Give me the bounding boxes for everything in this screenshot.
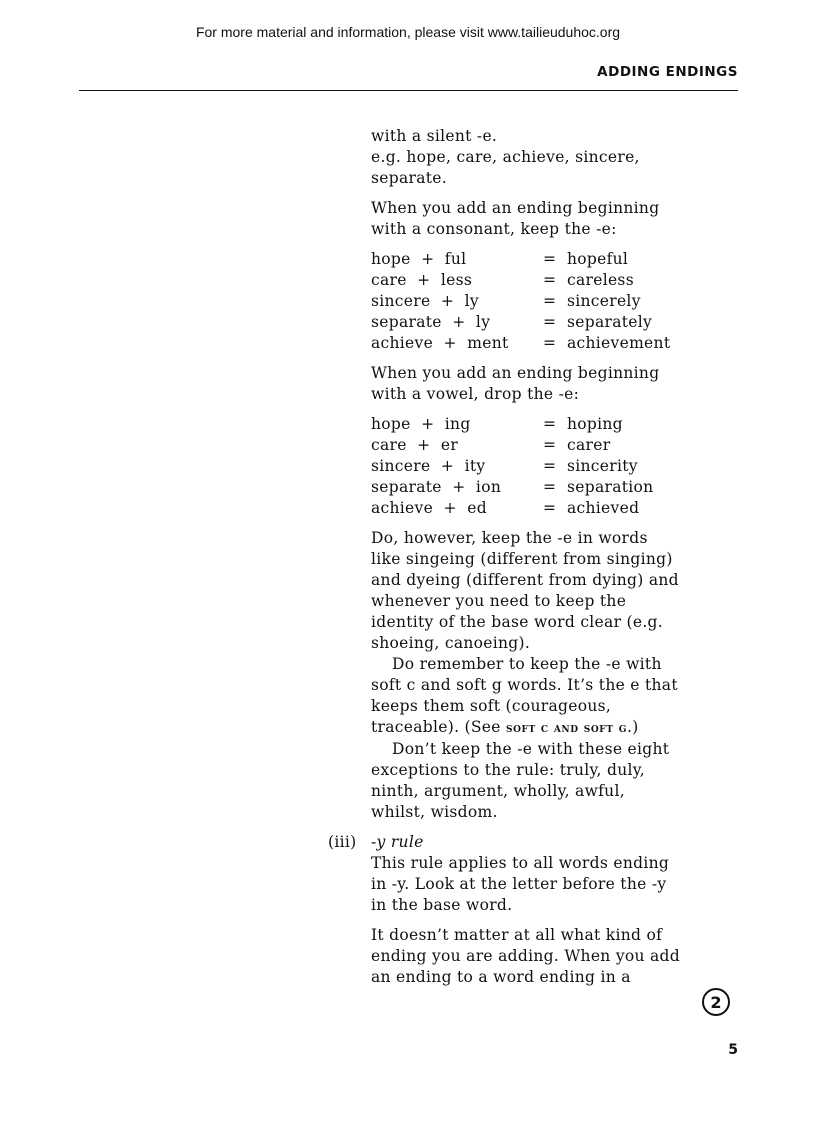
example-base: separate + ly (371, 313, 491, 331)
example-row (371, 414, 653, 435)
text-fragment: .) (627, 718, 639, 736)
text-line: soft c and soft g words. It’s the e that (371, 676, 678, 694)
header-rule (79, 90, 738, 91)
example-row (371, 333, 670, 354)
example-row (371, 498, 653, 519)
y-rule-heading (328, 832, 751, 853)
equals-sign: = (543, 415, 557, 433)
text-line: an ending to a word ending in a (371, 968, 631, 986)
subsection-title: -y rule (371, 833, 424, 851)
vowel-rule-paragraph (371, 363, 751, 405)
text-line: shoeing, canoeing). (371, 634, 531, 652)
example-base: care + er (371, 436, 459, 454)
intro-paragraph (371, 126, 751, 189)
text-line: and dyeing (different from dying) and (371, 571, 679, 589)
text-line: like singeing (different from singing) (371, 550, 673, 568)
cross-reference-and: and (548, 721, 584, 736)
running-head: ADDING ENDINGS (597, 64, 738, 80)
text-line: ending you are adding. When you add (371, 947, 680, 965)
example-row (371, 270, 670, 291)
example-base: care + less (371, 271, 473, 289)
text-line: It doesn’t matter at all what kind of (371, 926, 663, 944)
main-content (328, 126, 751, 988)
equals-sign: = (543, 313, 557, 331)
example-result: carer (567, 436, 611, 454)
text-line: Do, however, keep the -e in words (371, 529, 648, 547)
example-base: achieve + ed (371, 499, 487, 517)
equals-sign: = (543, 292, 557, 310)
consonant-rule-paragraph (371, 198, 751, 240)
exceptions-paragraph-1 (371, 528, 751, 654)
equals-sign: = (543, 271, 557, 289)
example-base: hope + ing (371, 415, 471, 433)
example-result: hopeful (567, 250, 629, 268)
watermark-text: For more material and information, please visit www.tailieuduhoc.org (195, 24, 621, 40)
example-result: sincerely (567, 292, 641, 310)
text-line: Don’t keep the -e with these eight (392, 740, 670, 758)
text-line: Do remember to keep the -e with (392, 655, 662, 673)
example-row (371, 477, 653, 498)
text-line: in -y. Look at the letter before the -y (371, 875, 667, 893)
text-line: whilst, wisdom. (371, 803, 498, 821)
text-line: in the base word. (371, 896, 513, 914)
text-line: When you add an ending beginning (371, 364, 660, 382)
text-line: separate. (371, 169, 447, 187)
equals-sign: = (543, 250, 557, 268)
text-line: exceptions to the rule: truly, duly, (371, 761, 645, 779)
consonant-examples-table (371, 249, 670, 354)
subsection-label: (iii) (328, 833, 357, 851)
equals-sign: = (543, 334, 557, 352)
example-result: separately (567, 313, 653, 331)
text-line: identity of the base word clear (e.g. (371, 613, 663, 631)
example-row (371, 456, 653, 477)
cross-reference-soft-c: soft c (505, 721, 549, 736)
page-number: 5 (728, 1042, 738, 1058)
example-base: achieve + ment (371, 334, 509, 352)
y-rule-paragraph-1 (371, 853, 751, 916)
exceptions-paragraph-2 (371, 654, 751, 739)
example-result: hoping (567, 415, 623, 433)
example-base: sincere + ity (371, 457, 486, 475)
text-line (371, 717, 751, 739)
text-line: ninth, argument, wholly, awful, (371, 782, 625, 800)
equals-sign: = (543, 436, 557, 454)
example-row (371, 435, 653, 456)
example-result: sincerity (567, 457, 638, 475)
example-base: separate + ion (371, 478, 502, 496)
example-result: achieved (567, 499, 640, 517)
text-line: e.g. hope, care, achieve, sincere, (371, 148, 640, 166)
text-line: with a consonant, keep the -e: (371, 220, 617, 238)
example-row (371, 312, 670, 333)
text-line: whenever you need to keep the (371, 592, 627, 610)
text-line: with a vowel, drop the -e: (371, 385, 580, 403)
circled-number-marker: 2 (702, 988, 730, 1016)
example-row (371, 291, 670, 312)
example-row (371, 249, 670, 270)
text-line: keeps them soft (courageous, (371, 697, 612, 715)
example-base: hope + ful (371, 250, 467, 268)
text-line: with a silent -e. (371, 127, 498, 145)
text-line: This rule applies to all words ending (371, 854, 670, 872)
y-rule-paragraph-2 (371, 925, 751, 988)
cross-reference-soft-g: soft g (583, 721, 628, 736)
equals-sign: = (543, 478, 557, 496)
exceptions-paragraph-3 (371, 739, 751, 823)
text-line: When you add an ending beginning (371, 199, 660, 217)
equals-sign: = (543, 457, 557, 475)
example-result: careless (567, 271, 634, 289)
example-result: achievement (567, 334, 671, 352)
equals-sign: = (543, 499, 557, 517)
vowel-examples-table (371, 414, 653, 519)
example-base: sincere + ly (371, 292, 479, 310)
text-fragment: traceable). (See (371, 718, 506, 736)
example-result: separation (567, 478, 654, 496)
